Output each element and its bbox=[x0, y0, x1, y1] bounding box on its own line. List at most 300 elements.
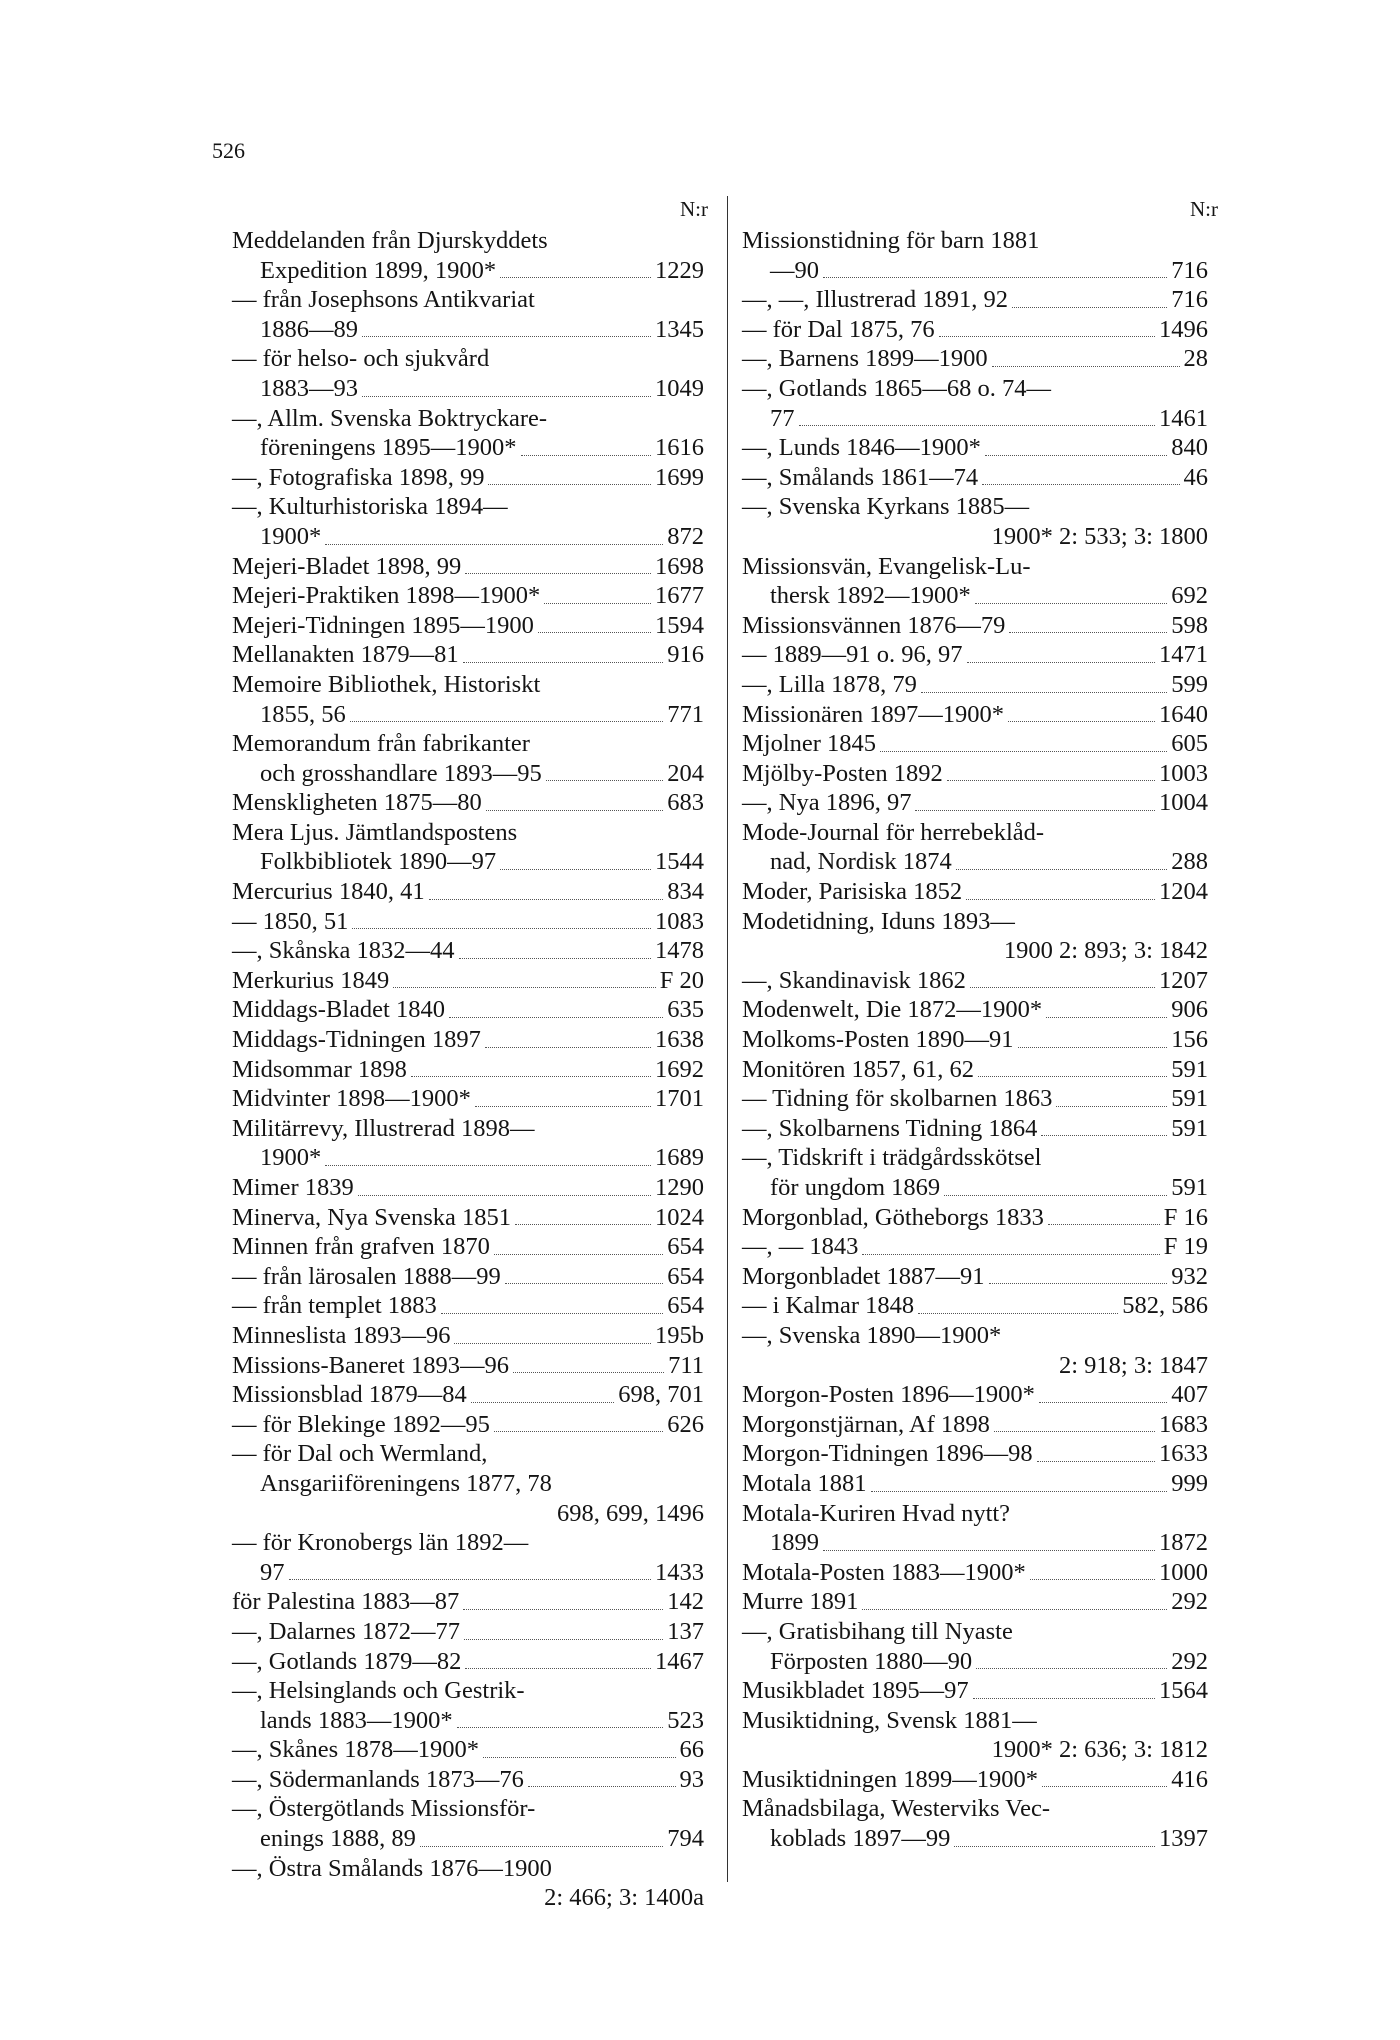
entry-text: Merkurius 1849 bbox=[232, 966, 390, 994]
entry-text: Mimer 1839 bbox=[232, 1174, 354, 1201]
entry-number: 1229 bbox=[655, 256, 704, 284]
entry-text: —, —, Illustrerad 1891, 92 bbox=[742, 286, 1009, 314]
index-entry bbox=[232, 640, 704, 670]
entry-number: 1461 bbox=[1159, 404, 1208, 432]
entry-number: 711 bbox=[668, 1351, 704, 1379]
dot-leader bbox=[1009, 631, 1167, 633]
dot-leader bbox=[799, 424, 1156, 426]
entry-number: 204 bbox=[667, 759, 704, 787]
dot-leader bbox=[1042, 1785, 1167, 1787]
entry-line bbox=[232, 995, 704, 1025]
index-entry bbox=[742, 1380, 1208, 1410]
index-entry bbox=[742, 759, 1208, 789]
entry-text: — från templet 1883 bbox=[232, 1292, 437, 1320]
entry-line bbox=[232, 492, 704, 522]
entry-number: 288 bbox=[1171, 848, 1208, 876]
dot-leader bbox=[546, 779, 664, 781]
entry-number: 1594 bbox=[655, 611, 704, 639]
entry-text: Morgon-Tidningen 1896—98 bbox=[742, 1440, 1033, 1468]
entry-text: nad, Nordisk 1874 bbox=[770, 848, 952, 876]
entry-line bbox=[742, 877, 1208, 907]
entry-line bbox=[742, 700, 1208, 730]
entry-line bbox=[232, 1321, 704, 1351]
index-entry bbox=[742, 818, 1208, 877]
index-entry bbox=[232, 1735, 704, 1765]
dot-leader bbox=[505, 1282, 664, 1284]
entry-number: 1471 bbox=[1159, 641, 1208, 669]
entry-text: Minnen från grafven 1870 bbox=[232, 1233, 490, 1261]
entry-line bbox=[232, 1114, 704, 1144]
dot-leader bbox=[989, 1282, 1168, 1284]
entry-number: 1290 bbox=[655, 1174, 704, 1201]
index-entry bbox=[232, 1114, 704, 1173]
entry-line bbox=[742, 1735, 1208, 1765]
index-entry bbox=[742, 1676, 1208, 1706]
entry-line bbox=[742, 788, 1208, 818]
entry-line bbox=[232, 1647, 704, 1677]
dot-leader bbox=[915, 809, 1155, 811]
index-entry bbox=[742, 1025, 1208, 1055]
entry-line bbox=[742, 492, 1208, 522]
entry-text: 1900 2: 893; 3: 1842 bbox=[1003, 937, 1208, 965]
entry-line bbox=[742, 759, 1208, 789]
entry-number: 1677 bbox=[655, 582, 704, 610]
index-entry bbox=[742, 1706, 1208, 1765]
entry-text: —, Skånes 1878—1900* bbox=[232, 1736, 480, 1764]
entry-line bbox=[232, 1084, 704, 1114]
entry-text: 1900* 2: 533; 3: 1800 bbox=[991, 522, 1208, 550]
dot-leader bbox=[985, 454, 1167, 456]
entry-text: Mejeri-Tidningen 1895—1900 bbox=[232, 611, 534, 639]
entry-line bbox=[232, 670, 704, 700]
index-entry bbox=[232, 1055, 704, 1085]
entry-text: Mercurius 1840, 41 bbox=[232, 878, 425, 906]
index-entry bbox=[232, 1794, 704, 1853]
entry-line bbox=[232, 936, 704, 966]
entry-line bbox=[232, 1469, 704, 1499]
entry-line bbox=[742, 1765, 1208, 1795]
index-entry bbox=[232, 552, 704, 582]
dot-leader bbox=[921, 691, 1167, 693]
dot-leader bbox=[420, 1845, 663, 1847]
entry-line bbox=[232, 256, 704, 286]
index-entry bbox=[232, 1025, 704, 1055]
dot-leader bbox=[289, 1578, 652, 1580]
entry-line bbox=[742, 1469, 1208, 1499]
entry-text: och grosshandlare 1893—95 bbox=[260, 759, 542, 787]
index-entry bbox=[742, 700, 1208, 730]
dot-leader bbox=[992, 365, 1180, 367]
entry-text: Missionsvän, Evangelisk-Lu- bbox=[742, 552, 1031, 580]
entry-number: 834 bbox=[667, 878, 704, 906]
entry-line bbox=[232, 1676, 704, 1706]
dot-leader bbox=[939, 335, 1155, 337]
dot-leader bbox=[483, 1756, 675, 1758]
index-entry bbox=[742, 729, 1208, 759]
index-entry bbox=[232, 788, 704, 818]
entry-line bbox=[232, 1025, 704, 1055]
dot-leader bbox=[1048, 1223, 1160, 1225]
entry-number: 840 bbox=[1171, 434, 1208, 462]
entry-line bbox=[742, 404, 1208, 434]
index-entry bbox=[742, 1084, 1208, 1114]
entry-number: 195b bbox=[655, 1321, 704, 1349]
entry-line bbox=[742, 818, 1208, 848]
entry-line bbox=[742, 1351, 1208, 1381]
index-entry bbox=[742, 226, 1208, 285]
entry-text: 1886—89 bbox=[260, 315, 358, 343]
dot-leader bbox=[350, 720, 664, 722]
index-entry bbox=[232, 1084, 704, 1114]
entry-text: Monitören 1857, 61, 62 bbox=[742, 1055, 975, 1083]
index-entry bbox=[232, 1765, 704, 1795]
entry-number: 1692 bbox=[655, 1055, 704, 1083]
entry-number: F 16 bbox=[1163, 1203, 1208, 1231]
entry-line bbox=[742, 1824, 1208, 1854]
index-entry bbox=[742, 1203, 1208, 1233]
entry-text: Moder, Parisiska 1852 bbox=[742, 878, 963, 906]
entry-text: —, Barnens 1899—1900 bbox=[742, 345, 988, 373]
entry-number: 591 bbox=[1171, 1055, 1208, 1083]
index-entry bbox=[742, 670, 1208, 700]
entry-text: Modetidning, Iduns 1893— bbox=[742, 907, 1015, 935]
right-column bbox=[742, 226, 1208, 1854]
entry-text: Middags-Tidningen 1897 bbox=[232, 1026, 481, 1054]
entry-line bbox=[232, 1055, 704, 1085]
entry-number: 794 bbox=[667, 1825, 704, 1853]
entry-line bbox=[232, 522, 704, 552]
entry-text: Musiktidningen 1899—1900* bbox=[742, 1765, 1039, 1793]
dot-leader bbox=[1012, 306, 1167, 308]
entry-line bbox=[742, 581, 1208, 611]
index-entry bbox=[232, 818, 704, 877]
entry-line bbox=[232, 1173, 704, 1203]
index-entry bbox=[232, 1351, 704, 1381]
index-entry bbox=[232, 1676, 704, 1735]
index-entry bbox=[232, 226, 704, 285]
entry-text: Mellanakten 1879—81 bbox=[232, 641, 459, 669]
entry-number: 1478 bbox=[655, 937, 704, 965]
entry-line bbox=[232, 1706, 704, 1736]
entry-text: Midvinter 1898—1900* bbox=[232, 1085, 471, 1113]
entry-text: Morgon-Posten 1896—1900* bbox=[742, 1381, 1035, 1409]
entry-line bbox=[742, 1439, 1208, 1469]
entry-line bbox=[232, 1765, 704, 1795]
entry-text: Musikbladet 1895—97 bbox=[742, 1677, 969, 1705]
index-entry bbox=[232, 492, 704, 551]
entry-text: Murre 1891 bbox=[742, 1588, 859, 1616]
dot-leader bbox=[1046, 1016, 1167, 1018]
index-entry bbox=[742, 788, 1208, 818]
entry-text: 1900* bbox=[260, 522, 322, 550]
dot-leader bbox=[463, 1608, 663, 1610]
entry-line bbox=[742, 463, 1208, 493]
dot-leader bbox=[538, 631, 651, 633]
index-entry bbox=[742, 1499, 1208, 1558]
entry-number: 1433 bbox=[655, 1558, 704, 1586]
dot-leader bbox=[457, 1726, 664, 1728]
entry-line bbox=[742, 1380, 1208, 1410]
entry-line bbox=[232, 877, 704, 907]
index-entry bbox=[232, 404, 704, 463]
entry-text: Missionstidning för barn 1881 bbox=[742, 227, 1040, 254]
entry-text: —, Gotlands 1879—82 bbox=[232, 1647, 462, 1675]
entry-line bbox=[742, 1203, 1208, 1233]
entry-line bbox=[742, 226, 1208, 256]
entry-text: 2: 918; 3: 1847 bbox=[1058, 1351, 1208, 1379]
entry-line bbox=[742, 1291, 1208, 1321]
dot-leader bbox=[449, 1016, 663, 1018]
entry-text: — för Kronobergs län 1892— bbox=[232, 1529, 529, 1557]
dot-leader bbox=[880, 750, 1167, 752]
index-entry bbox=[742, 907, 1208, 966]
entry-text: för ungdom 1869 bbox=[770, 1174, 941, 1201]
entry-number: 932 bbox=[1171, 1262, 1208, 1290]
right-column-header: N:r bbox=[1190, 197, 1218, 221]
entry-text: Mode-Journal för herrebeklåd- bbox=[742, 818, 1045, 846]
entry-text: 2: 466; 3: 1400a bbox=[544, 1884, 704, 1912]
entry-line bbox=[232, 818, 704, 848]
entry-text: Morgonbladet 1887—91 bbox=[742, 1262, 985, 1290]
dot-leader bbox=[954, 1845, 1155, 1847]
entry-number: 598 bbox=[1171, 611, 1208, 639]
entry-line bbox=[232, 729, 704, 759]
entry-text: Minerva, Nya Svenska 1851 bbox=[232, 1203, 511, 1231]
entry-number: 292 bbox=[1171, 1588, 1208, 1616]
entry-text: 1900* 2: 636; 3: 1812 bbox=[991, 1736, 1208, 1764]
index-entry bbox=[742, 315, 1208, 345]
entry-line bbox=[232, 1587, 704, 1617]
entry-number: 1467 bbox=[655, 1647, 704, 1675]
entry-line bbox=[742, 1025, 1208, 1055]
entry-number: 1699 bbox=[655, 463, 704, 491]
dot-leader bbox=[1018, 1046, 1168, 1048]
entry-line bbox=[742, 256, 1208, 286]
index-entry bbox=[742, 463, 1208, 493]
entry-number: 1083 bbox=[655, 907, 704, 935]
index-entry bbox=[232, 1528, 704, 1587]
entry-text: — i Kalmar 1848 bbox=[742, 1292, 915, 1320]
dot-leader bbox=[464, 1638, 663, 1640]
entry-text: —, Skandinavisk 1862 bbox=[742, 966, 966, 994]
entry-number: 605 bbox=[1171, 730, 1208, 758]
dot-leader bbox=[1008, 720, 1155, 722]
index-entry bbox=[742, 1587, 1208, 1617]
entry-line bbox=[742, 1647, 1208, 1677]
entry-line bbox=[232, 966, 704, 996]
entry-number: 137 bbox=[667, 1617, 704, 1645]
entry-line bbox=[232, 1351, 704, 1381]
entry-line bbox=[232, 640, 704, 670]
entry-line bbox=[742, 1232, 1208, 1262]
entry-number: 1003 bbox=[1159, 759, 1208, 787]
index-entry bbox=[742, 1321, 1208, 1380]
entry-text: Missions-Baneret 1893—96 bbox=[232, 1351, 509, 1379]
entry-line bbox=[232, 315, 704, 345]
entry-text: Mejeri-Praktiken 1898—1900* bbox=[232, 582, 541, 610]
entry-line bbox=[232, 1499, 704, 1529]
entry-text: Minneslista 1893—96 bbox=[232, 1321, 451, 1349]
entry-text: lands 1883—1900* bbox=[260, 1706, 453, 1734]
entry-number: 1496 bbox=[1159, 315, 1208, 343]
entry-line bbox=[232, 1232, 704, 1262]
entry-line bbox=[742, 1173, 1208, 1203]
entry-line bbox=[232, 226, 704, 256]
entry-line bbox=[742, 374, 1208, 404]
index-entry bbox=[232, 1203, 704, 1233]
dot-leader bbox=[352, 927, 651, 929]
index-entry bbox=[232, 1321, 704, 1351]
entry-line bbox=[742, 1084, 1208, 1114]
index-entry bbox=[232, 877, 704, 907]
dot-leader bbox=[823, 276, 1167, 278]
entry-number: 654 bbox=[667, 1262, 704, 1290]
entry-text: 1899 bbox=[770, 1529, 819, 1557]
dot-leader bbox=[459, 957, 651, 959]
entry-text: —, Helsinglands och Gestrik- bbox=[232, 1677, 525, 1705]
entry-line bbox=[232, 433, 704, 463]
dot-leader bbox=[544, 602, 651, 604]
entry-number: 1004 bbox=[1159, 789, 1208, 817]
entry-text: —, Lunds 1846—1900* bbox=[742, 434, 981, 462]
index-entry bbox=[742, 285, 1208, 315]
entry-line bbox=[232, 581, 704, 611]
entry-text: 698, 699, 1496 bbox=[557, 1499, 704, 1527]
entry-text: Förposten 1880—90 bbox=[770, 1647, 973, 1675]
entry-number: 1616 bbox=[655, 434, 704, 462]
entry-number: 916 bbox=[667, 641, 704, 669]
entry-number: 716 bbox=[1171, 256, 1208, 284]
entry-line bbox=[232, 847, 704, 877]
entry-text: Middags-Bladet 1840 bbox=[232, 996, 445, 1024]
entry-text: — för Dal 1875, 76 bbox=[742, 315, 935, 343]
entry-line bbox=[742, 995, 1208, 1025]
index-entry bbox=[232, 670, 704, 729]
dot-leader bbox=[528, 1785, 676, 1787]
entry-line bbox=[232, 404, 704, 434]
index-entry bbox=[742, 1617, 1208, 1676]
entry-text: — Tidning för skolbarnen 1863 bbox=[742, 1085, 1053, 1113]
entry-number: 1633 bbox=[1159, 1440, 1208, 1468]
entry-text: —, Allm. Svenska Boktryckare- bbox=[232, 404, 548, 432]
entry-line bbox=[232, 463, 704, 493]
dot-leader bbox=[362, 335, 651, 337]
dot-leader bbox=[1039, 1401, 1167, 1403]
entry-text: — för helso- och sjukvård bbox=[232, 345, 490, 373]
entry-text: Memorandum från fabrikanter bbox=[232, 730, 530, 758]
entry-text: —, Tidskrift i trädgårdsskötsel bbox=[742, 1144, 1042, 1172]
index-entry bbox=[232, 581, 704, 611]
dot-leader bbox=[485, 1046, 651, 1048]
index-entry bbox=[232, 463, 704, 493]
entry-text: — från lärosalen 1888—99 bbox=[232, 1262, 501, 1290]
entry-text: Morgonstjärnan, Af 1898 bbox=[742, 1410, 990, 1438]
dot-leader bbox=[411, 1075, 651, 1077]
entry-text: —, Skånska 1832—44 bbox=[232, 937, 455, 965]
entry-line bbox=[742, 1321, 1208, 1351]
dot-leader bbox=[1037, 1460, 1155, 1462]
entry-number: 599 bbox=[1171, 670, 1208, 698]
index-entry bbox=[232, 936, 704, 966]
entry-line bbox=[742, 907, 1208, 937]
entry-text: Memoire Bibliothek, Historiskt bbox=[232, 670, 541, 698]
entry-number: 771 bbox=[667, 700, 704, 728]
index-entry bbox=[232, 907, 704, 937]
entry-text: Motala-Posten 1883—1900* bbox=[742, 1558, 1026, 1586]
index-entry bbox=[742, 1143, 1208, 1202]
entry-number: 1345 bbox=[655, 315, 704, 343]
index-entry bbox=[742, 966, 1208, 996]
left-column bbox=[232, 226, 704, 1913]
entry-line bbox=[232, 1439, 704, 1469]
dot-leader bbox=[966, 898, 1155, 900]
entry-number: 292 bbox=[1171, 1647, 1208, 1675]
entry-text: 77 bbox=[770, 404, 795, 432]
dot-leader bbox=[463, 661, 664, 663]
dot-leader bbox=[970, 986, 1155, 988]
entry-line bbox=[232, 1854, 704, 1884]
dot-leader bbox=[393, 986, 656, 988]
entry-text: thersk 1892—1900* bbox=[770, 582, 971, 610]
entry-number: 582, 586 bbox=[1122, 1292, 1208, 1320]
entry-number: 1397 bbox=[1159, 1825, 1208, 1853]
entry-text: Missionären 1897—1900* bbox=[742, 700, 1004, 728]
entry-line bbox=[232, 1528, 704, 1558]
dot-leader bbox=[967, 661, 1156, 663]
dot-leader bbox=[486, 809, 664, 811]
index-entry bbox=[742, 611, 1208, 641]
index-entry bbox=[742, 344, 1208, 374]
entry-line bbox=[232, 1558, 704, 1588]
entry-text: Missionsvännen 1876—79 bbox=[742, 611, 1006, 639]
entry-line bbox=[232, 1735, 704, 1765]
dot-leader bbox=[362, 395, 651, 397]
entry-number: 654 bbox=[667, 1292, 704, 1320]
entry-text: —, Smålands 1861—74 bbox=[742, 463, 979, 491]
entry-text: Missionsblad 1879—84 bbox=[232, 1381, 467, 1409]
entry-line bbox=[232, 285, 704, 315]
entry-number: 872 bbox=[667, 522, 704, 550]
dot-leader bbox=[441, 1312, 663, 1314]
index-entry bbox=[742, 877, 1208, 907]
entry-line bbox=[232, 1617, 704, 1647]
entry-number: 142 bbox=[667, 1588, 704, 1616]
index-entry bbox=[742, 433, 1208, 463]
entry-line bbox=[742, 1143, 1208, 1173]
dot-leader bbox=[862, 1253, 1159, 1255]
entry-line bbox=[742, 522, 1208, 552]
entry-text: —, Nya 1896, 97 bbox=[742, 789, 912, 817]
entry-line bbox=[742, 1617, 1208, 1647]
entry-number: 1564 bbox=[1159, 1677, 1208, 1705]
entry-line bbox=[742, 1528, 1208, 1558]
entry-text: Morgonblad, Götheborgs 1833 bbox=[742, 1203, 1044, 1231]
entry-line bbox=[742, 552, 1208, 582]
entry-text: Musiktidning, Svensk 1881— bbox=[742, 1706, 1037, 1734]
entry-text: föreningens 1895—1900* bbox=[260, 434, 517, 462]
left-column-header: N:r bbox=[680, 197, 708, 221]
dot-leader bbox=[513, 1371, 664, 1373]
index-entry bbox=[742, 1439, 1208, 1469]
entry-line bbox=[232, 1824, 704, 1854]
index-entry bbox=[742, 1558, 1208, 1588]
entry-text: Ansgariiföreningens 1877, 78 bbox=[260, 1469, 552, 1497]
entry-text: —, Östergötlands Missionsför- bbox=[232, 1795, 536, 1823]
entry-number: 716 bbox=[1171, 286, 1208, 314]
index-entry bbox=[232, 1291, 704, 1321]
dot-leader bbox=[500, 276, 651, 278]
entry-line bbox=[232, 1883, 704, 1913]
